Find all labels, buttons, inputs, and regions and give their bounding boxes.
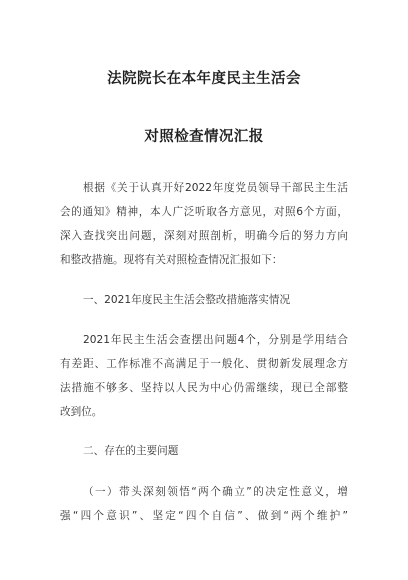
intro-line-4: 和整改措施。现将有关对照检查情况汇报如下： [60, 254, 283, 266]
document-title-line-1: 法院院长在本年度民主生活会 [107, 71, 301, 87]
intro-line-2: 会的通知》精神，本人广泛听取各方意见，对照6个方面， [60, 206, 348, 218]
section-2-heading: 二、存在的主要问题 [83, 445, 179, 457]
section-1-line-3: 法措施不够多、坚持以人民为中心仍需继续，现已全部整 [60, 382, 348, 394]
intro-line-1: 根据《关于认真开好2022年度党员领导干部民主生活 [83, 182, 348, 194]
section-2-sub-line-1: （一）带头深刻领悟“两个确立”的决定性意义，增 [83, 486, 348, 498]
section-1-line-4: 改到位。 [60, 406, 103, 418]
section-1-line-1: 2021年民主生活会查摆出问题4个，分别是学用结合 [83, 334, 348, 346]
section-1-heading: 一、2021年度民主生活会整改措施落实情况 [83, 294, 291, 306]
section-1-line-2: 有差距、工作标准不高满足于一般化、贯彻新发展理念方 [60, 358, 348, 370]
section-2-sub-line-2: 强“四个意识”、坚定“四个自信”、做到“两个维护” [60, 510, 348, 522]
document-title-line-2: 对照检查情况汇报 [144, 129, 264, 145]
intro-line-3: 深入查找突出问题，深刻对照剖析，明确今后的努力方向 [60, 230, 348, 242]
